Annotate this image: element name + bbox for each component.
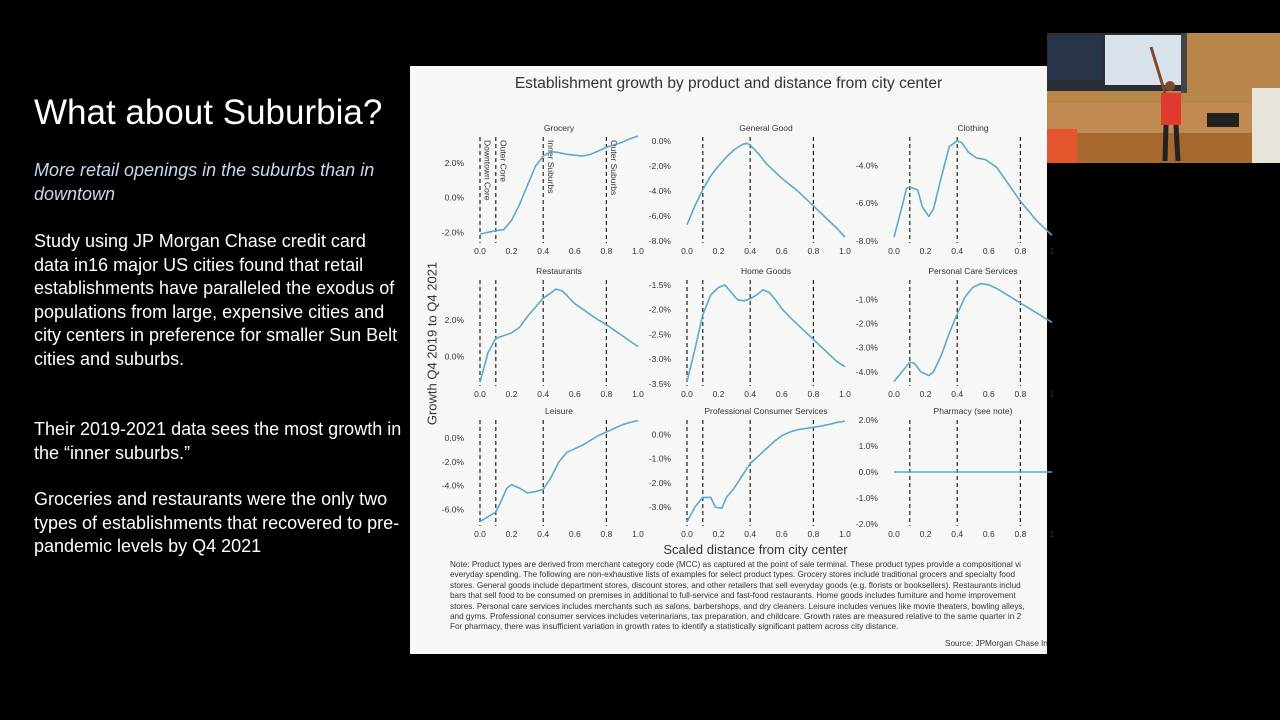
y-tick-label: -1.0% <box>648 453 671 464</box>
x-tick-label: 0.8 <box>1014 529 1027 539</box>
panel-title: Leisure <box>545 406 573 416</box>
y-tick-label: -3.0% <box>648 354 671 365</box>
panel-title: Clothing <box>957 123 989 133</box>
panel-title: Personal Care Services <box>928 266 1018 276</box>
x-tick-label: 0.4 <box>744 246 757 256</box>
x-tick-label: 0.2 <box>505 246 518 256</box>
x-tick-label: 0.4 <box>537 389 550 399</box>
x-tick-label: 0.0 <box>681 246 693 256</box>
y-tick-label: -1.0% <box>855 294 878 305</box>
x-tick-label: 1.0 <box>632 389 644 399</box>
speaker-video-thumbnail <box>1047 33 1280 163</box>
y-tick-label: -1.0% <box>855 493 878 503</box>
x-tick-label: 1.0 <box>632 529 644 539</box>
region-label: Outer Suburbs <box>609 140 620 196</box>
region-label: Downtown Core <box>482 140 493 201</box>
figure-note <box>450 560 1090 633</box>
paragraph-growth: Their 2019-2021 data sees the most growth in the “inner suburbs.” <box>34 419 402 463</box>
x-tick-label: 0.2 <box>505 529 518 539</box>
series-line <box>687 285 845 382</box>
x-tick-label: 0.0 <box>888 246 900 256</box>
series-line <box>894 284 1052 382</box>
x-tick-label: 0.6 <box>982 246 995 256</box>
x-tick-label: 0.0 <box>888 529 900 539</box>
x-tick-label: 0.0 <box>681 529 693 539</box>
x-tick-label: 0.6 <box>775 246 788 256</box>
x-tick-label: 0.6 <box>568 246 581 256</box>
series-line <box>687 421 845 521</box>
region-label: Inner Suburbs <box>545 140 556 194</box>
y-tick-label: -4.0% <box>855 160 878 171</box>
x-tick-label: 0.4 <box>537 529 550 539</box>
x-tick-label: 0.6 <box>775 389 788 399</box>
note-line: For pharmacy, there was insufficient variation in growth rates to identify a statistically significant pattern across city distance. <box>450 622 899 632</box>
y-tick-label: -3.5% <box>648 379 671 389</box>
figure-y-label: Growth Q4 2019 to Q4 2021 <box>424 261 440 426</box>
x-tick-label: 0.0 <box>681 389 693 399</box>
panel-title: General Good <box>739 123 793 133</box>
figure-x-label: Scaled distance from city center <box>663 542 848 557</box>
x-tick-label: 1 <box>1049 246 1055 256</box>
x-tick-label: 0.2 <box>919 246 932 256</box>
region-label: Outer Core <box>498 140 509 183</box>
y-tick-label: -8.0% <box>855 236 878 246</box>
series-line <box>480 421 638 522</box>
panel-title: Restaurants <box>536 266 582 276</box>
y-tick-label: -8.0% <box>648 236 671 246</box>
x-tick-label: 1 <box>1049 529 1055 539</box>
panel-title: Home Goods <box>740 266 792 276</box>
y-tick-label: -3.0% <box>648 502 671 513</box>
series-line <box>894 141 1052 237</box>
series-line <box>687 143 845 237</box>
x-tick-label: 0.0 <box>888 389 900 399</box>
y-tick-label: -4.0% <box>441 480 464 491</box>
note-line: everyday spending. The following are non-exhaustive lists of examples for select product types. Grocery stores include traditional grocers and specialty food <box>450 570 1016 580</box>
x-tick-label: 0.2 <box>505 389 518 399</box>
x-tick-label: 1.0 <box>839 246 851 256</box>
series-line <box>480 289 638 382</box>
y-tick-label: -3.0% <box>855 342 878 353</box>
panel-title: Pharmacy (see note) <box>933 406 1013 416</box>
y-tick-label: 0.0% <box>444 351 464 362</box>
slide-title: What about Suburbia? <box>34 93 383 132</box>
y-tick-label: -2.0% <box>441 227 464 238</box>
x-tick-label: 0.6 <box>568 529 581 539</box>
panel-title: Grocery <box>543 123 575 133</box>
y-tick-label: 0.0% <box>444 192 464 203</box>
note-line: Note: Product types are derived from merchant category code (MCC) as captured at the point of sale terminal. These product types provide a compositional vi <box>450 560 1021 569</box>
x-tick-label: 0.8 <box>1014 246 1027 256</box>
x-tick-label: 0.0 <box>474 529 486 539</box>
x-tick-label: 0.0 <box>474 389 486 399</box>
x-tick-label: 1 <box>1049 389 1055 399</box>
x-tick-label: 0.2 <box>712 389 725 399</box>
figure-source: Source: JPMorgan Chase In <box>945 639 1048 648</box>
x-tick-label: 0.2 <box>712 529 725 539</box>
x-tick-label: 0.8 <box>600 246 613 256</box>
x-tick-label: 0.8 <box>600 389 613 399</box>
y-tick-label: 2.0% <box>444 315 464 326</box>
y-tick-label: -4.0% <box>648 185 671 196</box>
x-tick-label: 0.4 <box>744 529 757 539</box>
y-tick-label: -2.0% <box>855 519 878 529</box>
y-tick-label: 2.0% <box>444 158 464 168</box>
x-tick-label: 0.2 <box>712 246 725 256</box>
y-tick-label: -2.0% <box>648 304 671 315</box>
x-tick-label: 0.6 <box>568 389 581 399</box>
x-tick-label: 1.0 <box>839 389 851 399</box>
note-line: bars that sell food to be consumed on premises in additional to full-service and fast-food restaurants. Home goods includes furniture and home improvement <box>450 591 1016 601</box>
y-tick-label: -6.0% <box>648 210 671 221</box>
x-tick-label: 0.4 <box>951 389 964 399</box>
x-tick-label: 0.8 <box>807 246 820 256</box>
x-tick-label: 0.0 <box>474 246 486 256</box>
y-tick-label: 0.0% <box>858 467 878 477</box>
x-tick-label: 0.6 <box>775 529 788 539</box>
y-tick-label: -2.5% <box>648 329 671 340</box>
x-tick-label: 0.2 <box>919 529 932 539</box>
x-tick-label: 0.6 <box>982 389 995 399</box>
panel-title: Professional Consumer Services <box>704 406 828 416</box>
y-tick-label: 0.0% <box>651 429 671 440</box>
y-tick-label: -2.0% <box>648 477 671 488</box>
y-tick-label: -6.0% <box>441 504 464 515</box>
x-tick-label: 1.0 <box>839 529 851 539</box>
paragraph-study: Study using JP Morgan Chase credit card data in16 major US cities found that retail establishments have paralleled the exodus of populations from large, expensive cities and city centers in preference for smaller Sun Belt cities and suburbs. <box>34 231 398 369</box>
y-tick-label: -6.0% <box>855 198 878 209</box>
slide-subtitle: More retail openings in the suburbs than in downtown <box>34 160 375 204</box>
note-line: stores. Personal care services includes merchants such as salons, barbershops, and dry cleaners. Leisure includes venues like movie theaters, bowling alleys, <box>450 601 1025 611</box>
y-tick-label: 0.0% <box>444 432 464 443</box>
x-tick-label: 0.8 <box>600 529 613 539</box>
speaker-video-image <box>1047 33 1280 163</box>
x-tick-label: 0.6 <box>982 529 995 539</box>
x-tick-label: 0.8 <box>807 529 820 539</box>
x-tick-label: 0.8 <box>1014 389 1027 399</box>
note-line: and gyms. Professional consumer services includes veterinarians, tax preparation, and childcare. Growth rates are measured relative to the same quarter in 2 <box>450 612 1022 622</box>
y-tick-label: -1.5% <box>648 279 671 290</box>
x-tick-label: 1.0 <box>632 246 644 256</box>
x-tick-label: 0.4 <box>951 529 964 539</box>
x-tick-label: 0.2 <box>919 389 932 399</box>
x-tick-label: 0.4 <box>951 246 964 256</box>
y-tick-label: 2.0% <box>858 415 878 425</box>
y-tick-label: 1.0% <box>858 441 878 451</box>
note-line: stores. General goods include department stores, discount stores, and other retailers that sell everyday goods (e.g. florists or booksellers). Restaurants includ <box>450 580 1021 590</box>
x-tick-label: 0.4 <box>744 389 757 399</box>
paragraph-recovery: Groceries and restaurants were the only two types of establishments that recovered to pre-pandemic levels by Q4 2021 <box>34 489 400 556</box>
y-tick-label: -2.0% <box>648 160 671 171</box>
x-tick-label: 0.8 <box>807 389 820 399</box>
y-tick-label: -2.0% <box>441 456 464 467</box>
chart-figure <box>410 66 1055 654</box>
y-tick-label: -2.0% <box>855 318 878 329</box>
x-tick-label: 0.4 <box>537 246 550 256</box>
y-tick-label: -4.0% <box>855 366 878 377</box>
y-tick-label: 0.0% <box>651 135 671 146</box>
figure-title: Establishment growth by product and distance from city center <box>514 75 943 92</box>
